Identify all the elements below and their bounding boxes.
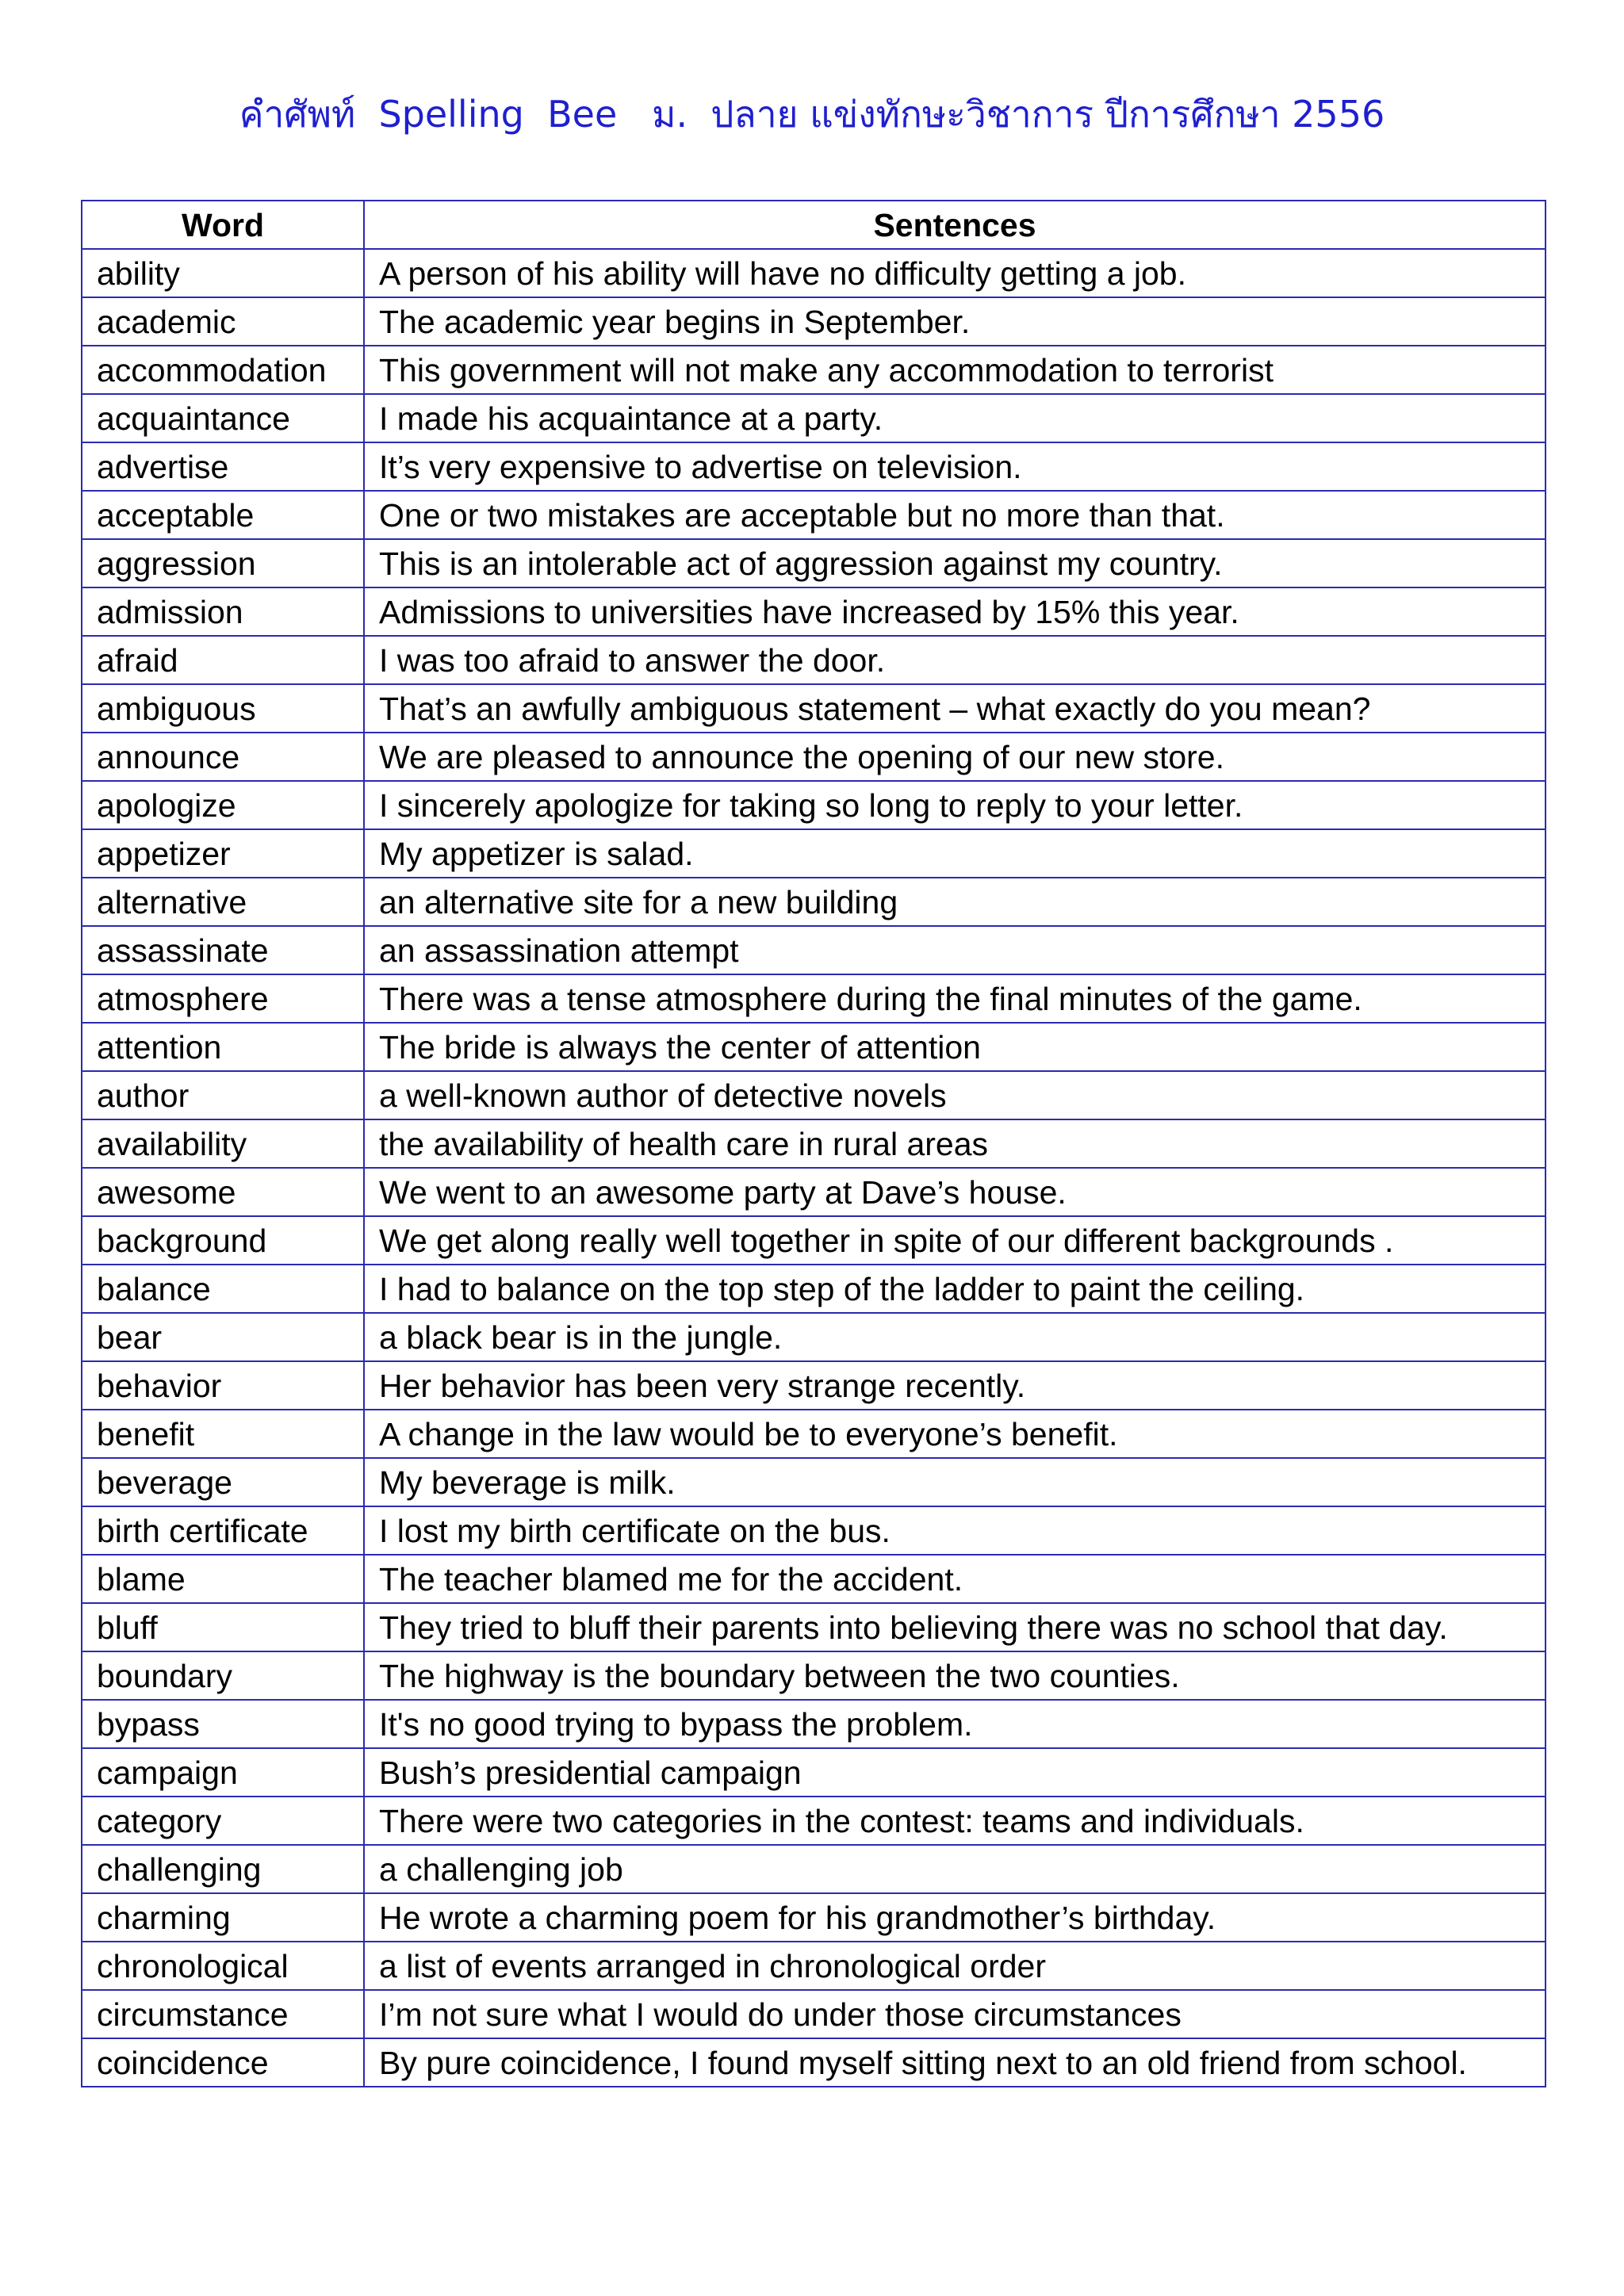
table-row <box>82 1265 1545 1313</box>
word-cell: ability <box>82 249 364 297</box>
sentence-cell: a well-known author of detective novels <box>364 1071 1545 1119</box>
sentence-cell: a challenging job <box>364 1845 1545 1893</box>
table-row <box>82 1603 1545 1651</box>
sentence-cell: The academic year begins in September. <box>364 297 1545 346</box>
word-cell: author <box>82 1071 364 1119</box>
word-cell: appetizer <box>82 829 364 878</box>
word-cell: announce <box>82 733 364 781</box>
word-cell: campaign <box>82 1748 364 1797</box>
table-row <box>82 1216 1545 1265</box>
sentence-cell: This is an intolerable act of aggression against my country. <box>364 539 1545 587</box>
sentence-cell: I made his acquaintance at a party. <box>364 394 1545 442</box>
table-header-row <box>82 201 1545 249</box>
table-row <box>82 491 1545 539</box>
word-cell: balance <box>82 1265 364 1313</box>
word-cell: coincidence <box>82 2038 364 2087</box>
sentence-cell: an alternative site for a new building <box>364 878 1545 926</box>
sentence-cell: One or two mistakes are acceptable but no more than that. <box>364 491 1545 539</box>
table-row <box>82 974 1545 1023</box>
sentence-cell: He wrote a charming poem for his grandmother’s birthday. <box>364 1893 1545 1942</box>
sentence-cell: Admissions to universities have increased by 15% this year. <box>364 587 1545 636</box>
sentence-cell: There were two categories in the contest: teams and individuals. <box>364 1797 1545 1845</box>
table-row <box>82 1845 1545 1893</box>
word-cell: background <box>82 1216 364 1265</box>
word-cell: beverage <box>82 1458 364 1506</box>
sentence-cell: The teacher blamed me for the accident. <box>364 1555 1545 1603</box>
sentence-cell: The bride is always the center of attention <box>364 1023 1545 1071</box>
word-cell: apologize <box>82 781 364 829</box>
word-cell: bear <box>82 1313 364 1361</box>
table-row <box>82 1119 1545 1168</box>
sentence-cell: a black bear is in the jungle. <box>364 1313 1545 1361</box>
word-cell: charming <box>82 1893 364 1942</box>
table-row <box>82 1797 1545 1845</box>
word-cell: attention <box>82 1023 364 1071</box>
sentence-cell: I was too afraid to answer the door. <box>364 636 1545 684</box>
table-row <box>82 684 1545 733</box>
vocabulary-table <box>81 200 1546 2087</box>
word-cell: alternative <box>82 878 364 926</box>
sentence-cell: My appetizer is salad. <box>364 829 1545 878</box>
table-row <box>82 442 1545 491</box>
sentence-cell: It's no good trying to bypass the problem. <box>364 1700 1545 1748</box>
sentence-cell: I had to balance on the top step of the ladder to paint the ceiling. <box>364 1265 1545 1313</box>
word-cell: acquaintance <box>82 394 364 442</box>
word-cell: aggression <box>82 539 364 587</box>
sentence-cell: A change in the law would be to everyone’s benefit. <box>364 1410 1545 1458</box>
table-row <box>82 1990 1545 2038</box>
sentence-cell: It’s very expensive to advertise on television. <box>364 442 1545 491</box>
table-row <box>82 394 1545 442</box>
table-row <box>82 636 1545 684</box>
word-cell: birth certificate <box>82 1506 364 1555</box>
word-cell: assassinate <box>82 926 364 974</box>
sentence-cell: I’m not sure what I would do under those circumstances <box>364 1990 1545 2038</box>
sentence-cell: We get along really well together in spite of our different backgrounds . <box>364 1216 1545 1265</box>
word-cell: availability <box>82 1119 364 1168</box>
word-cell: bypass <box>82 1700 364 1748</box>
table-row <box>82 346 1545 394</box>
table-row <box>82 781 1545 829</box>
table-row <box>82 2038 1545 2087</box>
sentence-cell: There was a tense atmosphere during the final minutes of the game. <box>364 974 1545 1023</box>
sentence-cell: Bush’s presidential campaign <box>364 1748 1545 1797</box>
table-row <box>82 1023 1545 1071</box>
sentence-cell: This government will not make any accommodation to terrorist <box>364 346 1545 394</box>
word-cell: afraid <box>82 636 364 684</box>
word-cell: acceptable <box>82 491 364 539</box>
word-cell: bluff <box>82 1603 364 1651</box>
sentence-cell: That’s an awfully ambiguous statement – what exactly do you mean? <box>364 684 1545 733</box>
table-row <box>82 1361 1545 1410</box>
table-row <box>82 1700 1545 1748</box>
word-cell: circumstance <box>82 1990 364 2038</box>
table-row <box>82 1168 1545 1216</box>
table-row <box>82 297 1545 346</box>
sentence-cell: We are pleased to announce the opening of our new store. <box>364 733 1545 781</box>
column-header-word: Word <box>82 201 364 249</box>
word-cell: advertise <box>82 442 364 491</box>
page-title: คำศัพท์ Spelling Bee ม. ปลาย แข่งทักษะวิชาการ ปีการศึกษา 2556 <box>239 93 1385 136</box>
word-cell: blame <box>82 1555 364 1603</box>
sentence-cell: We went to an awesome party at Dave’s house. <box>364 1168 1545 1216</box>
table-row <box>82 1458 1545 1506</box>
sentence-cell: They tried to bluff their parents into believing there was no school that day. <box>364 1603 1545 1651</box>
table-row <box>82 1506 1545 1555</box>
sentence-cell: I sincerely apologize for taking so long to reply to your letter. <box>364 781 1545 829</box>
table-row <box>82 1651 1545 1700</box>
word-cell: behavior <box>82 1361 364 1410</box>
word-cell: challenging <box>82 1845 364 1893</box>
table-row <box>82 539 1545 587</box>
sentence-cell: The highway is the boundary between the two counties. <box>364 1651 1545 1700</box>
sentence-cell: the availability of health care in rural areas <box>364 1119 1545 1168</box>
word-cell: atmosphere <box>82 974 364 1023</box>
table-row <box>82 1313 1545 1361</box>
word-cell: awesome <box>82 1168 364 1216</box>
word-cell: benefit <box>82 1410 364 1458</box>
word-cell: academic <box>82 297 364 346</box>
word-cell: ambiguous <box>82 684 364 733</box>
sentence-cell: By pure coincidence, I found myself sitting next to an old friend from school. <box>364 2038 1545 2087</box>
table-row <box>82 1893 1545 1942</box>
sentence-cell: A person of his ability will have no difficulty getting a job. <box>364 249 1545 297</box>
sentence-cell: an assassination attempt <box>364 926 1545 974</box>
sentence-cell: I lost my birth certificate on the bus. <box>364 1506 1545 1555</box>
table-row <box>82 1071 1545 1119</box>
table-row <box>82 587 1545 636</box>
sentence-cell: a list of events arranged in chronological order <box>364 1942 1545 1990</box>
word-cell: admission <box>82 587 364 636</box>
table-row <box>82 1555 1545 1603</box>
word-cell: category <box>82 1797 364 1845</box>
sentence-cell: My beverage is milk. <box>364 1458 1545 1506</box>
table-row <box>82 878 1545 926</box>
word-cell: accommodation <box>82 346 364 394</box>
table-row <box>82 926 1545 974</box>
table-row <box>82 733 1545 781</box>
column-header-sentences: Sentences <box>364 201 1545 249</box>
table-row <box>82 829 1545 878</box>
table-body <box>82 249 1545 2087</box>
table-row <box>82 249 1545 297</box>
table-row <box>82 1748 1545 1797</box>
table-row <box>82 1410 1545 1458</box>
word-cell: chronological <box>82 1942 364 1990</box>
word-cell: boundary <box>82 1651 364 1700</box>
table-row <box>82 1942 1545 1990</box>
sentence-cell: Her behavior has been very strange recently. <box>364 1361 1545 1410</box>
